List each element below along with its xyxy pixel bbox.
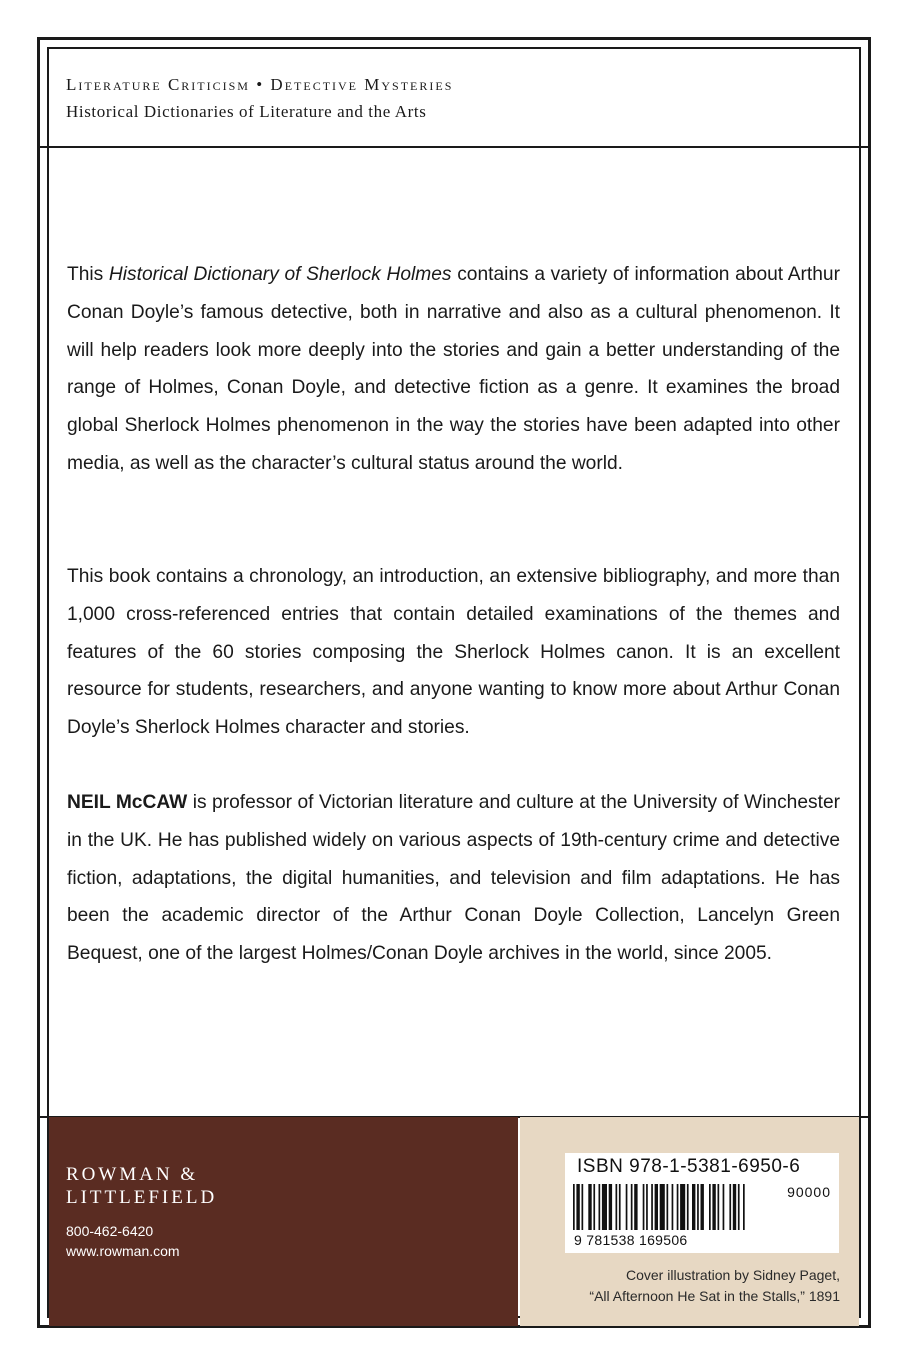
description-paragraph-1 (67, 256, 840, 483)
publisher-website[interactable]: www.rowman.com (66, 1243, 180, 1259)
series-line: Historical Dictionaries of Literature and the Arts (66, 102, 427, 121)
publisher-logo (66, 1163, 217, 1209)
author-name: NEIL McCAW (67, 792, 188, 813)
p2-text: This book contains a chronology, an introduction, an extensive bibliography, and more than 1,000 cross-referenced entries that contain detailed examinations of the themes and features of the 60 stories composing the Sherlock Holmes canon. It is an excellent resource for students, researchers, and anyone wanting to know more about Arthur Conan Doyle’s Sherlock Holmes character and stories. (67, 566, 840, 739)
credit-line1: Cover illustration by Sidney Paget, (626, 1267, 840, 1283)
cover-credit (560, 1265, 840, 1307)
header-rule (37, 146, 871, 148)
publisher-contact (66, 1221, 180, 1261)
isbn-label: ISBN 978-1-5381-6950-6 (577, 1156, 801, 1177)
book-title-italic: Historical Dictionary of Sherlock Holmes (108, 264, 452, 285)
p1-text-end: contains a variety of information about Arthur Conan Doyle’s famous detective, both in narrative and also as a cultural phenomenon. It will help readers look more deeply into the stories and gain a better understanding of the range of Holmes, Conan Doyle, and detective fiction as a genre. It examines the broad global Sherlock Holmes phenomenon in the way the stories have been adapted into other media, as well as the character’s cultural status around the world. (67, 264, 840, 474)
category-line: Literature Criticism • Detective Mysteries (66, 75, 454, 94)
author-bio (67, 784, 840, 973)
series-header (66, 74, 846, 123)
publisher-phone: 800-462-6420 (66, 1223, 154, 1239)
publisher-name-line2: LITTLEFIELD (66, 1187, 218, 1208)
publisher-name-line1: ROWMAN & (66, 1164, 199, 1185)
price-code: 90000 (787, 1184, 831, 1200)
p1-text-start: This (67, 264, 109, 285)
author-bio-text: is professor of Victorian literature and culture at the University of Winchester in the UK. He has published widely on various aspects of 19th-century crime and detective fiction, adaptations, the digital humanities, and television and film adaptations. He has been the academic director of the Arthur Conan Doyle Collection, Lancelyn Green Bequest, one of the largest Holmes/Conan Doyle archives in the world, since 2005. (67, 792, 841, 965)
barcode-graphic (573, 1184, 833, 1232)
description-paragraph-2 (67, 558, 840, 747)
isbn-barcode (565, 1153, 839, 1253)
barcode-number: 9 781538 169506 (574, 1232, 688, 1248)
credit-line2: “All Afternoon He Sat in the Stalls,” 1891 (589, 1288, 840, 1304)
